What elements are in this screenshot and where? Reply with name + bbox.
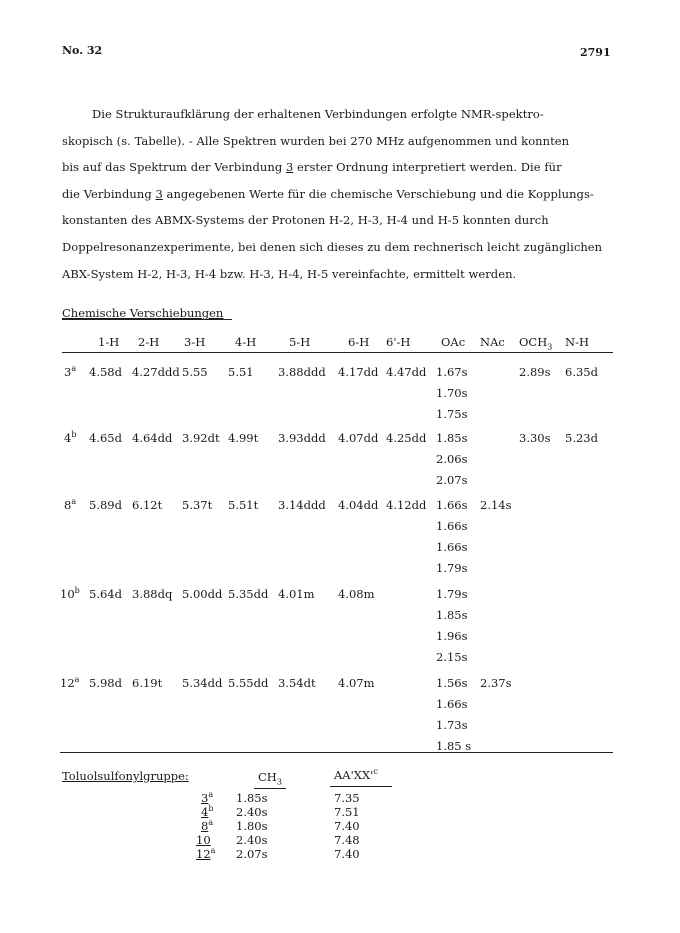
shift-value: 5.37t bbox=[182, 498, 213, 512]
shift-value: 3.88ddd bbox=[278, 365, 326, 379]
shift-value: 4.64dd bbox=[132, 431, 173, 445]
shift-value: 4.65d bbox=[89, 431, 122, 445]
shift-value: 4.17dd bbox=[338, 365, 379, 379]
shift-value: 4.99t bbox=[228, 431, 259, 445]
compound-label: 4$^b$ bbox=[64, 430, 77, 445]
table-bottom-rule bbox=[60, 752, 613, 753]
column-header: 1-H bbox=[98, 335, 120, 349]
ch3-value: 2.07s bbox=[236, 847, 268, 861]
aaxx-value: 7.40 bbox=[334, 819, 360, 833]
shift-value: 5.55 bbox=[182, 365, 208, 379]
paragraph-line: Die Strukturaufklärung der erhaltenen Verbindungen erfolgte NMR-spektro- bbox=[92, 107, 544, 121]
oac-value: 2.15s bbox=[436, 650, 468, 664]
header-rule bbox=[62, 352, 613, 353]
shift-value: 4.27ddd bbox=[132, 365, 180, 379]
compound-label: 4$^b$ bbox=[201, 804, 214, 819]
oac-value: 1.66s bbox=[436, 697, 468, 711]
oac-value: 1.79s bbox=[436, 587, 468, 601]
compound-label: 3$^a$ bbox=[64, 364, 77, 379]
compound-ref: 3 bbox=[155, 186, 163, 201]
ch3-value: 2.40s bbox=[236, 805, 268, 819]
shift-value: 6.35d bbox=[565, 365, 598, 379]
shift-table-title: Chemische Verschiebungen bbox=[62, 306, 224, 320]
shift-value: 3.88dq bbox=[132, 587, 173, 601]
ch3-value: 1.80s bbox=[236, 819, 268, 833]
compound-label: 12$^a$ bbox=[60, 675, 80, 690]
compound-label: 3$^a$ bbox=[201, 790, 214, 805]
column-header: N-H bbox=[565, 335, 589, 349]
journal-issue: No. 32 bbox=[62, 44, 103, 57]
shift-value: 5.35dd bbox=[228, 587, 269, 601]
shift-value: 3.93ddd bbox=[278, 431, 326, 445]
shift-value: 6.19t bbox=[132, 676, 163, 690]
oac-value: 1.96s bbox=[436, 629, 468, 643]
oac-value: 1.66s bbox=[436, 498, 468, 512]
shift-value: 3.54dt bbox=[278, 676, 316, 690]
shift-value: 3.14ddd bbox=[278, 498, 326, 512]
shift-value: 4.07dd bbox=[338, 431, 379, 445]
shift-value: 4.08m bbox=[338, 587, 375, 601]
shift-value: 5.51 bbox=[228, 365, 254, 379]
oac-value: 1.66s bbox=[436, 540, 468, 554]
oac-value: 1.70s bbox=[436, 386, 468, 400]
oac-value: 1.79s bbox=[436, 561, 468, 575]
oac-value: 1.66s bbox=[436, 519, 468, 533]
paragraph-line: Doppelresonanzexperimente, bei denen sich dieses zu dem rechnerisch leicht zugänglichen bbox=[62, 239, 603, 254]
shift-value: 5.34dd bbox=[182, 676, 223, 690]
column-header: OAc bbox=[441, 335, 466, 349]
nac-value: 2.14s bbox=[480, 498, 512, 512]
compound-label: 10 bbox=[196, 833, 211, 847]
column-header: 4-H bbox=[235, 335, 257, 349]
oac-value: 1.85s bbox=[436, 608, 468, 622]
oac-value: 2.07s bbox=[436, 473, 468, 487]
shift-value: 4.58d bbox=[89, 365, 122, 379]
shift-value: 4.12dd bbox=[386, 498, 427, 512]
column-header: 6'-H bbox=[386, 335, 411, 349]
paragraph-line: die Verbindung 3 angegebenen Werte für die chemische Verschiebung und die Kopplungs- bbox=[62, 186, 594, 201]
title-underline bbox=[62, 319, 232, 320]
aaxx-value: 7.51 bbox=[334, 805, 360, 819]
shift-value: 6.12t bbox=[132, 498, 163, 512]
shift-value: 4.25dd bbox=[386, 431, 427, 445]
body-paragraph bbox=[62, 101, 622, 287]
paragraph-line: skopisch (s. Tabelle). - Alle Spektren wurden bei 270 MHz aufgenommen und konnten bbox=[62, 133, 570, 148]
compound-label: 8$^a$ bbox=[64, 497, 77, 512]
shift-value: 5.98d bbox=[89, 676, 122, 690]
oac-value: 1.85s bbox=[436, 431, 468, 445]
shift-value: 4.47dd bbox=[386, 365, 427, 379]
shift-value: 5.00dd bbox=[182, 587, 223, 601]
shift-value: 4.07m bbox=[338, 676, 375, 690]
nac-value: 2.37s bbox=[480, 676, 512, 690]
paragraph-line: bis auf das Spektrum der Verbindung 3 erster Ordnung interpretiert werden. Die für bbox=[62, 160, 562, 175]
oac-value: 1.75s bbox=[436, 407, 468, 421]
shift-value: 4.01m bbox=[278, 587, 315, 601]
paragraph-line: konstanten des ABMX-Systems der Protonen H-2, H-3, H-4 und H-5 konnten durch bbox=[62, 213, 549, 228]
column-header: 6-H bbox=[348, 335, 370, 349]
shift-value: 3.30s bbox=[519, 431, 551, 445]
oac-value: 1.73s bbox=[436, 718, 468, 732]
shift-value: 5.64d bbox=[89, 587, 122, 601]
aaxx-underline bbox=[330, 786, 392, 787]
oac-value: 1.67s bbox=[436, 365, 468, 379]
column-header: $OCH_3$ bbox=[519, 335, 553, 352]
shift-value: 5.89d bbox=[89, 498, 122, 512]
column-header-ch3: $CH_3$ bbox=[258, 770, 282, 787]
oac-value: 1.85 s bbox=[436, 739, 472, 753]
ch3-value: 1.85s bbox=[236, 791, 268, 805]
aaxx-value: 7.40 bbox=[334, 847, 360, 861]
column-header-aaxx: $AA'XX'^c$ bbox=[334, 767, 378, 782]
ch3-value: 2.40s bbox=[236, 833, 268, 847]
compound-label: 8$^a$ bbox=[201, 818, 214, 833]
column-header: 3-H bbox=[184, 335, 206, 349]
page-number: 2791 bbox=[580, 46, 611, 59]
compound-ref: 3 bbox=[285, 160, 294, 175]
tosyl-table-title: Toluolsulfonylgruppe: bbox=[62, 769, 189, 783]
column-header: 2-H bbox=[138, 335, 160, 349]
oac-value: 1.56s bbox=[436, 676, 468, 690]
shift-value: 3.92dt bbox=[182, 431, 220, 445]
ch3-underline bbox=[254, 788, 286, 789]
compound-label: 10$^b$ bbox=[60, 586, 80, 601]
paragraph-line: ABX-System H-2, H-3, H-4 bzw. H-3, H-4, H-5 vereinfachte, ermittelt werden. bbox=[62, 266, 517, 281]
shift-value: 5.51t bbox=[228, 498, 259, 512]
oac-value: 2.06s bbox=[436, 452, 468, 466]
shift-value: 5.23d bbox=[565, 431, 598, 445]
aaxx-value: 7.35 bbox=[334, 791, 360, 805]
shift-value: 5.55dd bbox=[228, 676, 269, 690]
compound-label: 12$^a$ bbox=[196, 846, 216, 861]
column-header: 5-H bbox=[289, 335, 311, 349]
shift-value: 4.04dd bbox=[338, 498, 379, 512]
aaxx-value: 7.48 bbox=[334, 833, 360, 847]
shift-value: 2.89s bbox=[519, 365, 551, 379]
column-header: NAc bbox=[480, 335, 505, 349]
